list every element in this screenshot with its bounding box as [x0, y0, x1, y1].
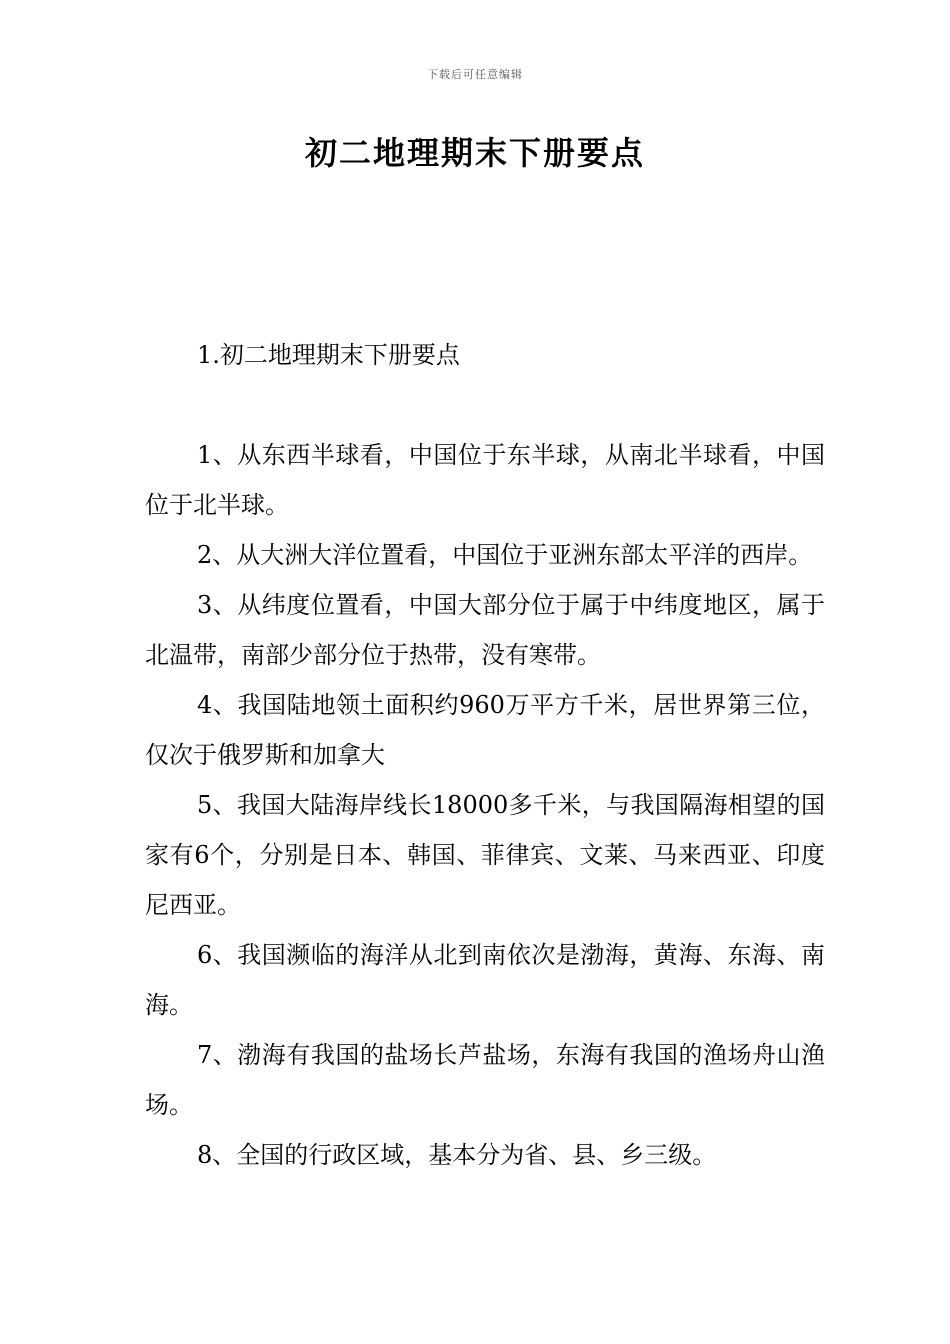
paragraph: 4、我国陆地领土面积约960万平方千米，居世界第三位，仅次于俄罗斯和加拿大 — [145, 691, 825, 769]
paragraph: 6、我国濒临的海洋从北到南依次是渤海，黄海、东海、南海。 — [145, 941, 825, 1019]
paragraph: 1、从东西半球看，中国位于东半球，从南北半球看，中国位于北半球。 — [145, 441, 825, 519]
paragraph: 2、从大洲大洋位置看，中国位于亚洲东部太平洋的西岸。 — [197, 541, 813, 569]
document-body — [145, 330, 825, 1180]
paragraph: 3、从纬度位置看，中国大部分位于属于中纬度地区，属于北温带，南部少部分位于热带，没有寒带。 — [145, 591, 825, 669]
paragraph: 8、全国的行政区域，基本分为省、县、乡三级。 — [197, 1141, 717, 1169]
header-note: 下载后可任意编辑 — [427, 68, 523, 81]
paragraph: 5、我国大陆海岸线长18000多千米，与我国隔海相望的国家有6个，分别是日本、韩国、菲律宾、文莱、马来西亚、印度尼西亚。 — [145, 791, 825, 919]
paragraph: 7、渤海有我国的盐场长芦盐场，东海有我国的渔场舟山渔场。 — [145, 1041, 825, 1119]
document-title: 初二地理期末下册要点 — [304, 134, 645, 172]
section-heading: 1.初二地理期末下册要点 — [197, 341, 460, 369]
